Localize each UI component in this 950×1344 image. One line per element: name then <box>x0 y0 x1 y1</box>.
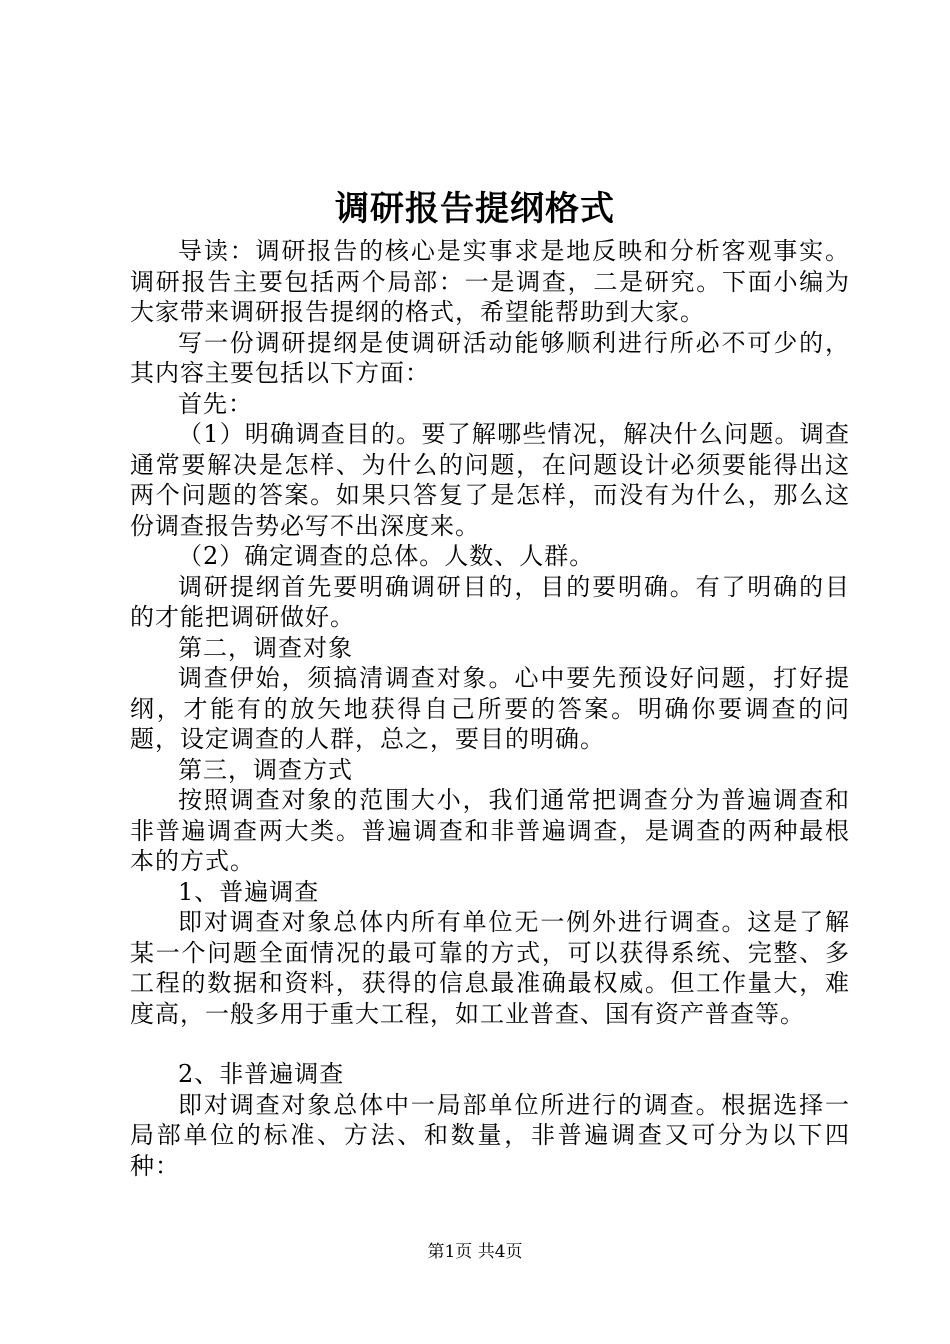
paragraph-item-1: （1）明确调查目的。要了解哪些情况，解决什么问题。调查通常要解决是怎样、为什么的问题，在问题设计必须要能得出这两个问题的答案。如果只答复了是怎样，而没有为什么，那么这份调查报告势必写不出深度来。 <box>130 420 850 540</box>
paragraph-second-heading: 第二，调查对象 <box>178 633 353 662</box>
paragraph-sample-heading: 2、非普遍调查 <box>178 1060 345 1088</box>
paragraph-item-2: （2）确定调查的总体。人数、人群。 <box>178 542 595 570</box>
paragraph-sample: 即对调查对象总体中一局部单位所进行的调查。根据选择一局部单位的标准、方法、和数量，非普遍调查又可分为以下四种： <box>130 1090 850 1180</box>
paragraph-goal: 调研提纲首先要明确调研目的，目的要明确。有了明确的目的才能把调研做好。 <box>130 572 850 631</box>
page-number: 第1页 共4页 <box>427 1242 523 1262</box>
paragraph-intro: 导读：调研报告的核心是实事求是地反映和分析客观事实。调研报告主要包括两个局部：一是调查，二是研究。下面小编为大家带来调研报告提纲的格式，希望能帮助到大家。 <box>130 237 850 326</box>
paragraph-methods: 按照调查对象的范围大小，我们通常把调查分为普遍调查和非普遍调查两大类。普遍调查和非普遍调查，是调查的两种最根本的方式。 <box>130 786 850 875</box>
paragraph-third-heading: 第三，调查方式 <box>178 755 353 784</box>
paragraph-census: 即对调查对象总体内所有单位无一例外进行调查。这是了解某一个问题全面情况的最可靠的方式，可以获得系统、完整、多工程的数据和资料，获得的信息最准确最权威。但工作量大，难度高，一般多用于重大工程，如工业普查、国有资产普查等。 <box>130 908 850 1028</box>
document-body <box>130 236 850 1181</box>
paragraph-outline-purpose: 写一份调研提纲是使调研活动能够顺利进行所必不可少的，其内容主要包括以下方面： <box>130 328 850 387</box>
paragraph-first-heading: 首先： <box>178 389 253 418</box>
document-title: 调研报告提纲格式 <box>335 189 615 229</box>
paragraph-subjects: 调查伊始，须搞清调查对象。心中要先预设好问题，打好提纲，才能有的放矢地获得自己所要的答案。明确你要调查的问题，设定调查的人群，总之，要目的明确。 <box>130 664 850 753</box>
paragraph-census-heading: 1、普遍调查 <box>178 877 320 906</box>
